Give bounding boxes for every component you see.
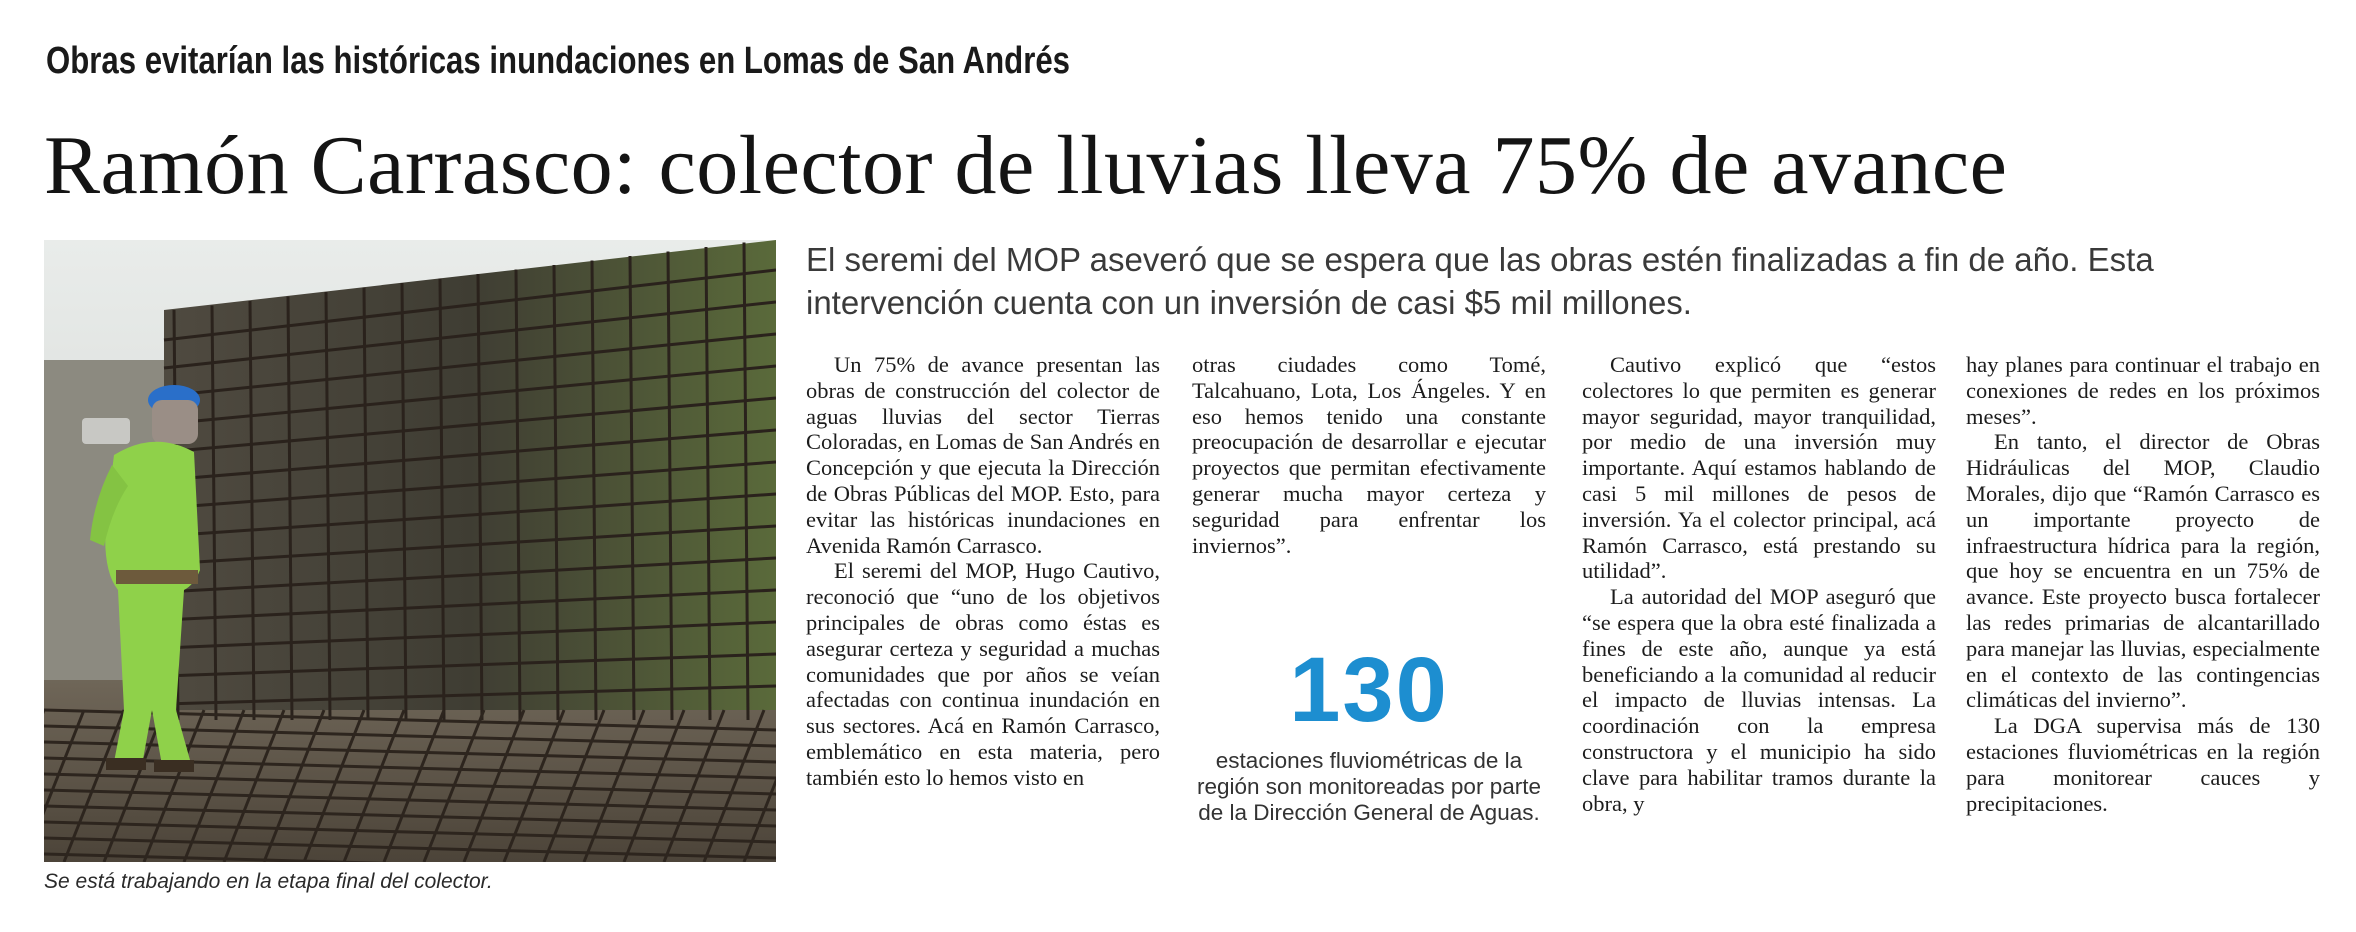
body-column-3 <box>1582 352 1936 816</box>
body-column-2 <box>1192 352 1546 592</box>
article-headline: Ramón Carrasco: colector de lluvias lleva 75% de avance <box>44 119 2008 212</box>
article-photo <box>44 240 776 862</box>
body-paragraph: Un 75% de avance presentan las obras de construcción del colector de aguas lluvias del sector Tierras Coloradas, en Lomas de San Andrés en Concepción y que ejecuta la Dirección de Obras Públicas del MOP. Esto, para evitar las históricas inundaciones en Avenida Ramón Carrasco. <box>806 352 1160 558</box>
body-paragraph: En tanto, el director de Obras Hidráulicas del MOP, Claudio Morales, dijo que “Ramón Carrasco es un importante proyecto de infraestructura hídrica para la región, que hoy se encuentra en un 75% de avance. Este proyecto busca fortalecer las redes primarias de alcantarillado para manejar las lluvias, especialmente en el contexto de las contingencias climáticas del invierno”. <box>1966 429 2320 713</box>
body-paragraph: Cautivo explicó que “estos colectores lo que permiten es generar mayor seguridad, mayor tranquilidad, por medio de una inversión muy importante. Aquí estamos hablando de casi 5 mil millones de pesos de inversión. Ya el colector principal, acá Ramón Carrasco, está prestando su utilidad”. <box>1582 352 1936 584</box>
body-column-1 <box>806 352 1160 791</box>
factbox-text: estaciones fluviométricas de la región son monitoreadas por parte de la Dirección General de Aguas. <box>1197 748 1541 825</box>
body-paragraph: El seremi del MOP, Hugo Cautivo, reconoció que “uno de los objetivos principales de obras como éstas es asegurar certeza y seguridad a muchas comunidades que por años se veían afectadas con continua inundación en sus sectores. Acá en Ramón Carrasco, emblemático en esta materia, pero también esto lo hemos visto en <box>806 558 1160 790</box>
photo-caption: Se está trabajando en la etapa final del colector. <box>44 870 493 893</box>
body-paragraph: hay planes para continuar el trabajo en conexiones de redes en los próximos meses”. <box>1966 352 2320 429</box>
article-deck: El seremi del MOP aseveró que se espera que las obras estén finalizadas a fin de año. Esta intervención cuenta con un inversión de casi $5 mil millones. <box>806 241 2154 321</box>
body-paragraph: otras ciudades como Tomé, Talcahuano, Lota, Los Ángeles. Y en eso hemos tenido una constante preocupación de desarrollar e ejecutar proyectos que permitan efectivamente generar mucha mayor certeza y seguridad para enfrentar los inviernos”. <box>1192 352 1546 558</box>
body-paragraph: La DGA supervisa más de 130 estaciones fluviométricas en la región para monitorear cauces y precipitaciones. <box>1966 713 2320 816</box>
body-column-4 <box>1966 352 2320 816</box>
factbox-number: 130 <box>1289 639 1449 741</box>
body-paragraph: La autoridad del MOP aseguró que “se espera que la obra esté finalizada a fines de este año, aunque ya está beneficiando a la comunidad al reducir el impacto de lluvias intensas. La coordinación con la empresa constructora y el municipio ha sido clave para habilitar tramos durante la obra, y <box>1582 584 1936 816</box>
article-kicker: Obras evitarían las históricas inundaciones en Lomas de San Andrés <box>46 40 1071 82</box>
